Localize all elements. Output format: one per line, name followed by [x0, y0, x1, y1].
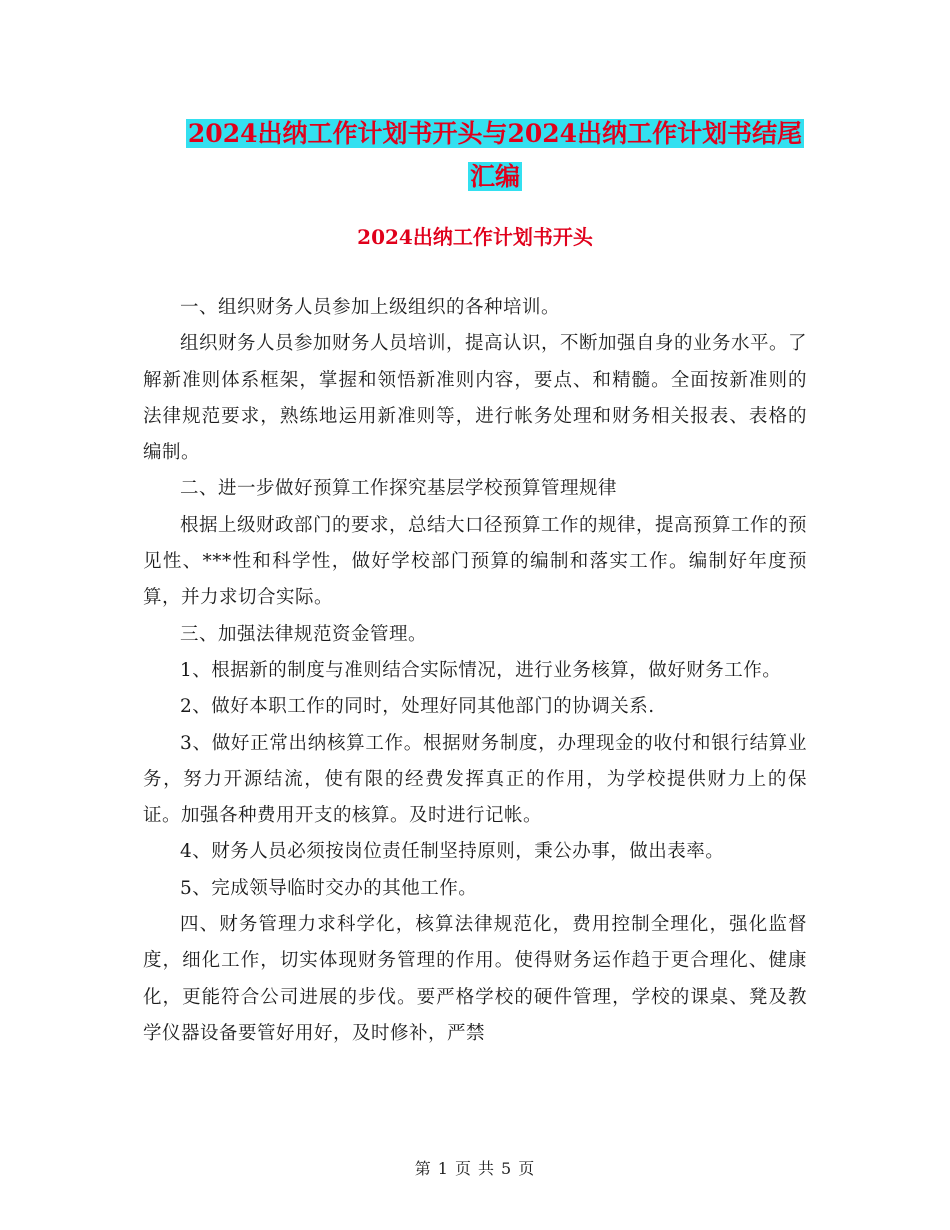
paragraph: 一、组织财务人员参加上级组织的各种培训。	[180, 297, 561, 318]
body-text	[143, 290, 807, 1052]
paragraph: 4、财务人员必须按岗位责任制坚持原则，秉公办事，做出表率。	[180, 841, 725, 863]
paragraph: 2、做好本职工作的同时，处理好同其他部门的协调关系.	[180, 696, 655, 718]
paragraph: 根据上级财政部门的要求，总结大口径预算工作的规律，提高预算工作的预见性、***性和科学性，做好学校部门预算的编制和落实工作。编制好年度预算，并力求切合实际。	[143, 514, 808, 609]
title-line-1: 2024出纳工作计划书开头与2024出纳工作计划书结尾	[187, 119, 803, 148]
paragraph: 组织财务人员参加财务人员培训，提高认识，不断加强自身的业务水平。了解新准则体系框架，掌握和领悟新准则内容，要点、和精髓。全面按新准则的法律规范要求，熟练地运用新准则等，进行帐务处理和财务相关报表、表格的编制。	[143, 333, 808, 464]
page-footer	[0, 1156, 950, 1179]
paragraph: 5、完成领导临时交办的其他工作。	[180, 877, 478, 899]
paragraph: 二、进一步做好预算工作探究基层学校预算管理规律	[180, 478, 618, 500]
footer-page-number: 1	[437, 1159, 449, 1178]
paragraph: 四、财务管理力求科学化，核算法律规范化，费用控制全理化，强化监督度，细化工作，切实体现财务管理的作用。使得财务运作趋于更合理化、健康化，更能符合公司进展的步伐。要严格学校的硬件管理，学校的课桌、凳及教学仪器设备要管好用好，及时修补，严禁	[143, 914, 807, 1044]
paragraph: 1、根据新的制度与准则结合实际情况，进行业务核算，做好财务工作。	[180, 659, 782, 681]
title-line-2: 汇编	[469, 162, 520, 191]
paragraph: 三、加强法律规范资金管理。	[180, 623, 428, 645]
section-heading: 2024出纳工作计划书开头	[357, 225, 593, 249]
paragraph: 3、做好正常出纳核算工作。根据财务制度，办理现金的收付和银行结算业务，努力开源结流，使有限的经费发挥真正的作用，为学校提供财力上的保证。加强各种费用开支的核算。及时进行记帐。	[143, 732, 807, 827]
footer-total-pages: 5	[501, 1159, 513, 1178]
document-title	[150, 112, 840, 198]
footer-prefix: 第	[414, 1159, 432, 1178]
footer-mid: 页 共	[454, 1159, 496, 1178]
footer-suffix: 页	[518, 1159, 536, 1178]
